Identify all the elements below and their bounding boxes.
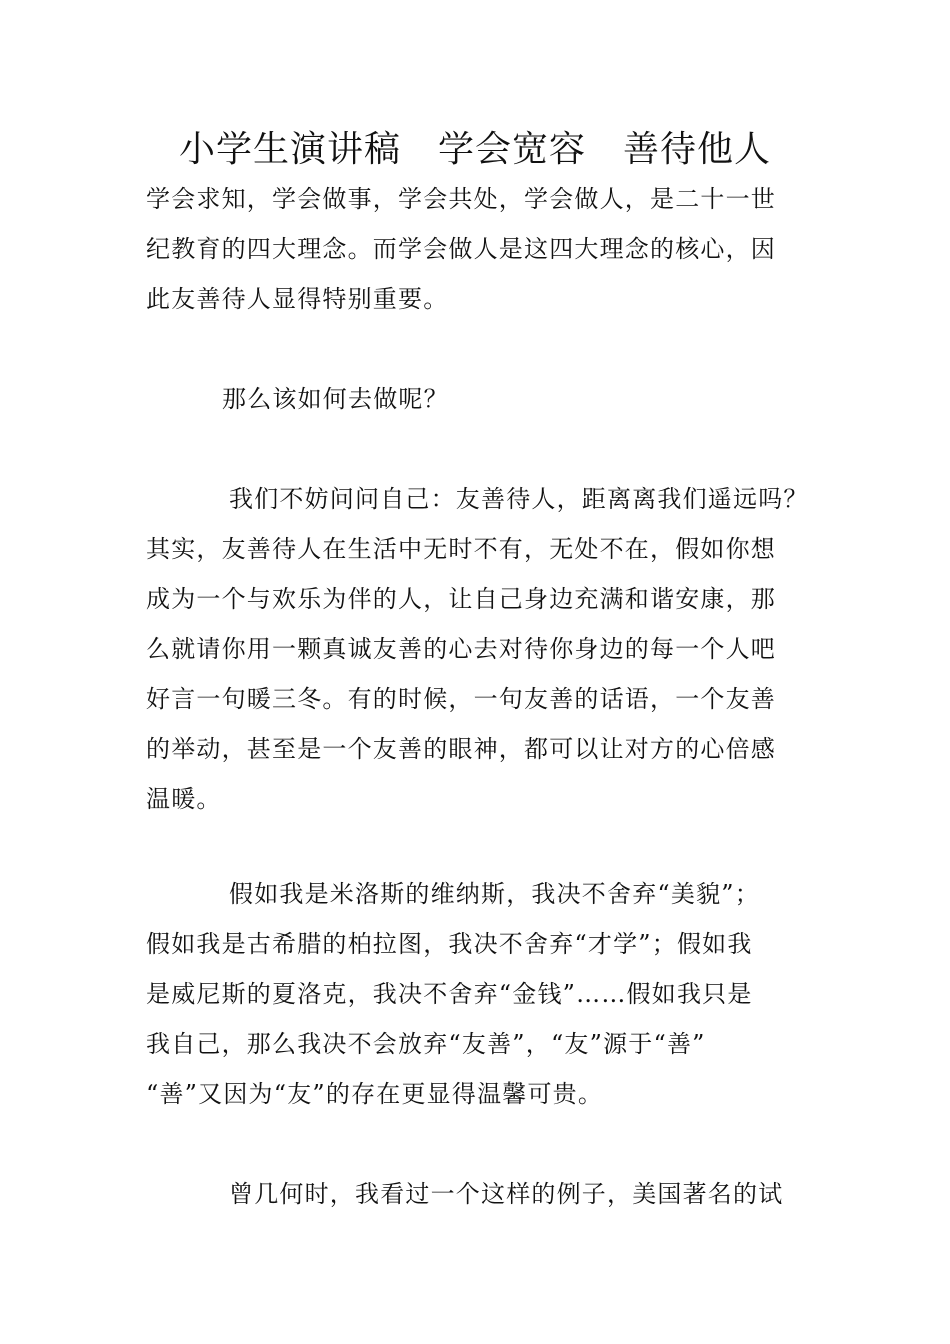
body-line: 是威尼斯的夏洛克，我决不舍弃“金钱”……假如我只是 <box>146 980 753 1008</box>
body-line: 纪教育的四大理念。而学会做人是这四大理念的核心，因 <box>146 235 776 263</box>
document-title: 小学生演讲稿 学会宽容 善待他人 <box>178 129 771 170</box>
body-line: 成为一个与欢乐为伴的人，让自己身边充满和谐安康，那 <box>146 585 776 613</box>
body-line: 曾几何时，我看过一个这样的例子，美国著名的试 <box>229 1180 784 1208</box>
body-line: 假如我是米洛斯的维纳斯，我决不舍弃“美貌”； <box>229 880 760 908</box>
body-line: 么就请你用一颗真诚友善的心去对待你身边的每一个人吧 <box>146 635 776 663</box>
body-line: 假如我是古希腊的柏拉图，我决不舍弃“才学”；假如我 <box>146 930 753 958</box>
body-line: 我们不妨问问自己：友善待人，距离离我们遥远吗？ <box>229 485 809 513</box>
body-line: “善”又因为“友”的存在更显得温馨可贵。 <box>146 1080 604 1108</box>
body-line: 好言一句暖三冬。有的时候，一句友善的话语，一个友善 <box>146 685 776 713</box>
body-line: 那么该如何去做呢？ <box>222 385 449 413</box>
body-line: 其实，友善待人在生活中无时不有，无处不在，假如你想 <box>146 535 776 563</box>
body-line: 的举动，甚至是一个友善的眼神，都可以让对方的心倍感 <box>146 735 776 763</box>
body-line: 温暖。 <box>146 785 222 813</box>
body-line: 我自己，那么我决不会放弃“友善”，“友”源于“善” <box>146 1030 706 1058</box>
body-line: 此友善待人显得特别重要。 <box>146 285 449 313</box>
body-line: 学会求知，学会做事，学会共处，学会做人，是二十一世 <box>146 185 776 213</box>
